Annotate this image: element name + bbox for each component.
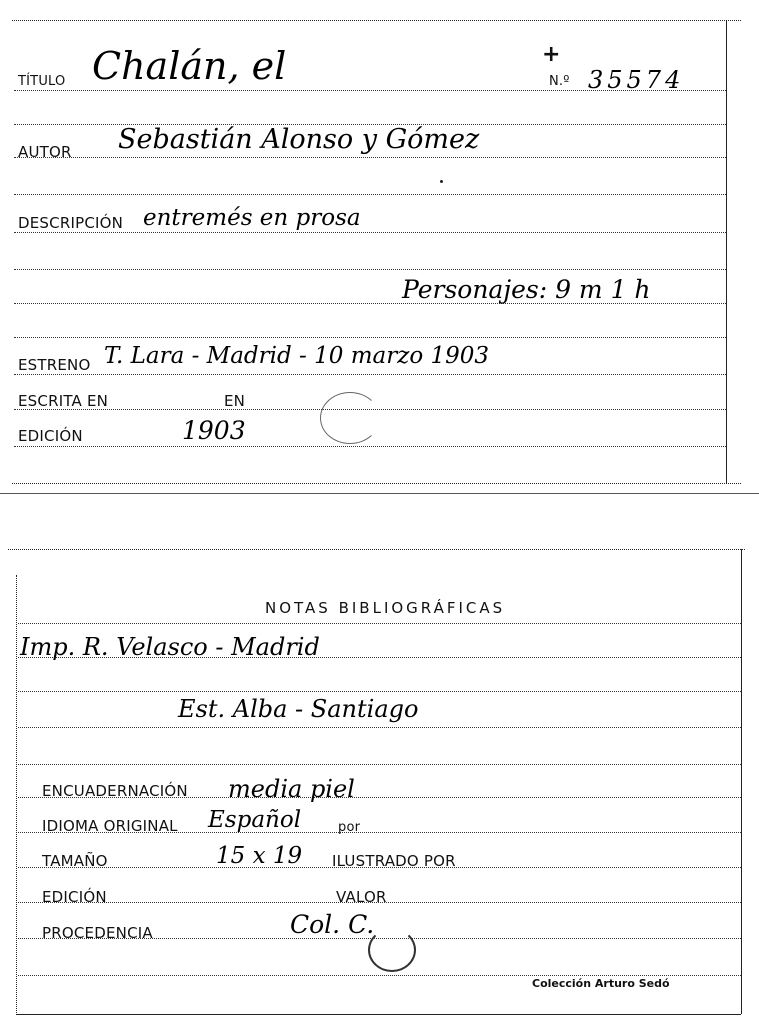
rule-line	[14, 446, 726, 447]
estreno-value: T. Lara - Madrid - 10 marzo 1903	[104, 343, 490, 369]
back-card	[0, 545, 759, 1028]
procedencia-label: PROCEDENCIA	[42, 924, 153, 942]
numero-label: N.º	[549, 74, 570, 89]
punch-hole-mark	[320, 392, 380, 444]
rule-line	[18, 764, 741, 765]
autor-label: AUTOR	[18, 143, 72, 161]
card-bottom-border	[16, 1014, 741, 1015]
cross-mark: +	[542, 42, 561, 67]
valor-label: VALOR	[336, 888, 387, 906]
descripcion-label: DESCRIPCIÓN	[18, 214, 124, 232]
notas-heading: NOTAS BIBLIOGRÁFICAS	[265, 599, 506, 617]
card-right-border	[726, 20, 727, 483]
rule-line	[18, 691, 741, 692]
numero-value: 35574	[588, 66, 685, 94]
nota-establecimiento: Est. Alba - Santiago	[178, 695, 419, 723]
encuadernacion-label: ENCUADERNACIÓN	[42, 782, 188, 800]
rule-line	[14, 269, 726, 270]
descripcion-value: entremés en prosa	[143, 205, 361, 231]
encuadernacion-value: media piel	[228, 775, 355, 803]
titulo-value: Chalán, el	[92, 44, 287, 88]
rule-line	[14, 194, 726, 195]
idioma-value: Español	[208, 807, 302, 833]
procedencia-value: Col. C.	[290, 910, 375, 939]
card-top-border	[8, 549, 745, 550]
front-card	[0, 0, 759, 495]
rule-line	[18, 623, 741, 624]
personajes-note: Personajes: 9 m 1 h	[402, 275, 651, 304]
rule-line	[18, 975, 741, 976]
card-top-border	[12, 20, 741, 21]
tamano-label: TAMAÑO	[42, 852, 108, 870]
idioma-label: IDIOMA ORIGINAL	[42, 817, 178, 835]
card-right-border	[741, 549, 742, 1014]
titulo-label: TÍTULO	[18, 74, 66, 89]
por-label: por	[338, 820, 361, 835]
en-label: EN	[224, 392, 246, 410]
edicion-label: EDICIÓN	[18, 427, 83, 445]
ilustrado-label: ILUSTRADO POR	[332, 852, 456, 870]
coleccion-imprint: Colección Arturo Sedó	[532, 977, 670, 990]
edicion-value: 1903	[182, 416, 246, 445]
autor-value: Sebastián Alonso y Gómez	[118, 124, 480, 155]
rule-line	[14, 337, 726, 338]
punch-hole-mark	[368, 928, 416, 972]
estreno-label: ESTRENO	[18, 356, 91, 374]
escrita-label: ESCRITA EN	[18, 392, 109, 410]
rule-line	[18, 727, 741, 728]
card-separator	[0, 493, 759, 494]
rule-line	[14, 232, 726, 233]
tamano-value: 15 x 19	[216, 843, 303, 869]
rule-line	[14, 157, 726, 158]
rule-line	[14, 374, 726, 375]
card-left-border	[16, 575, 17, 1015]
nota-imprenta: Imp. R. Velasco - Madrid	[20, 633, 320, 661]
edicion-label: EDICIÓN	[42, 888, 107, 906]
ink-dot	[440, 180, 443, 183]
card-bottom-border	[12, 483, 741, 484]
